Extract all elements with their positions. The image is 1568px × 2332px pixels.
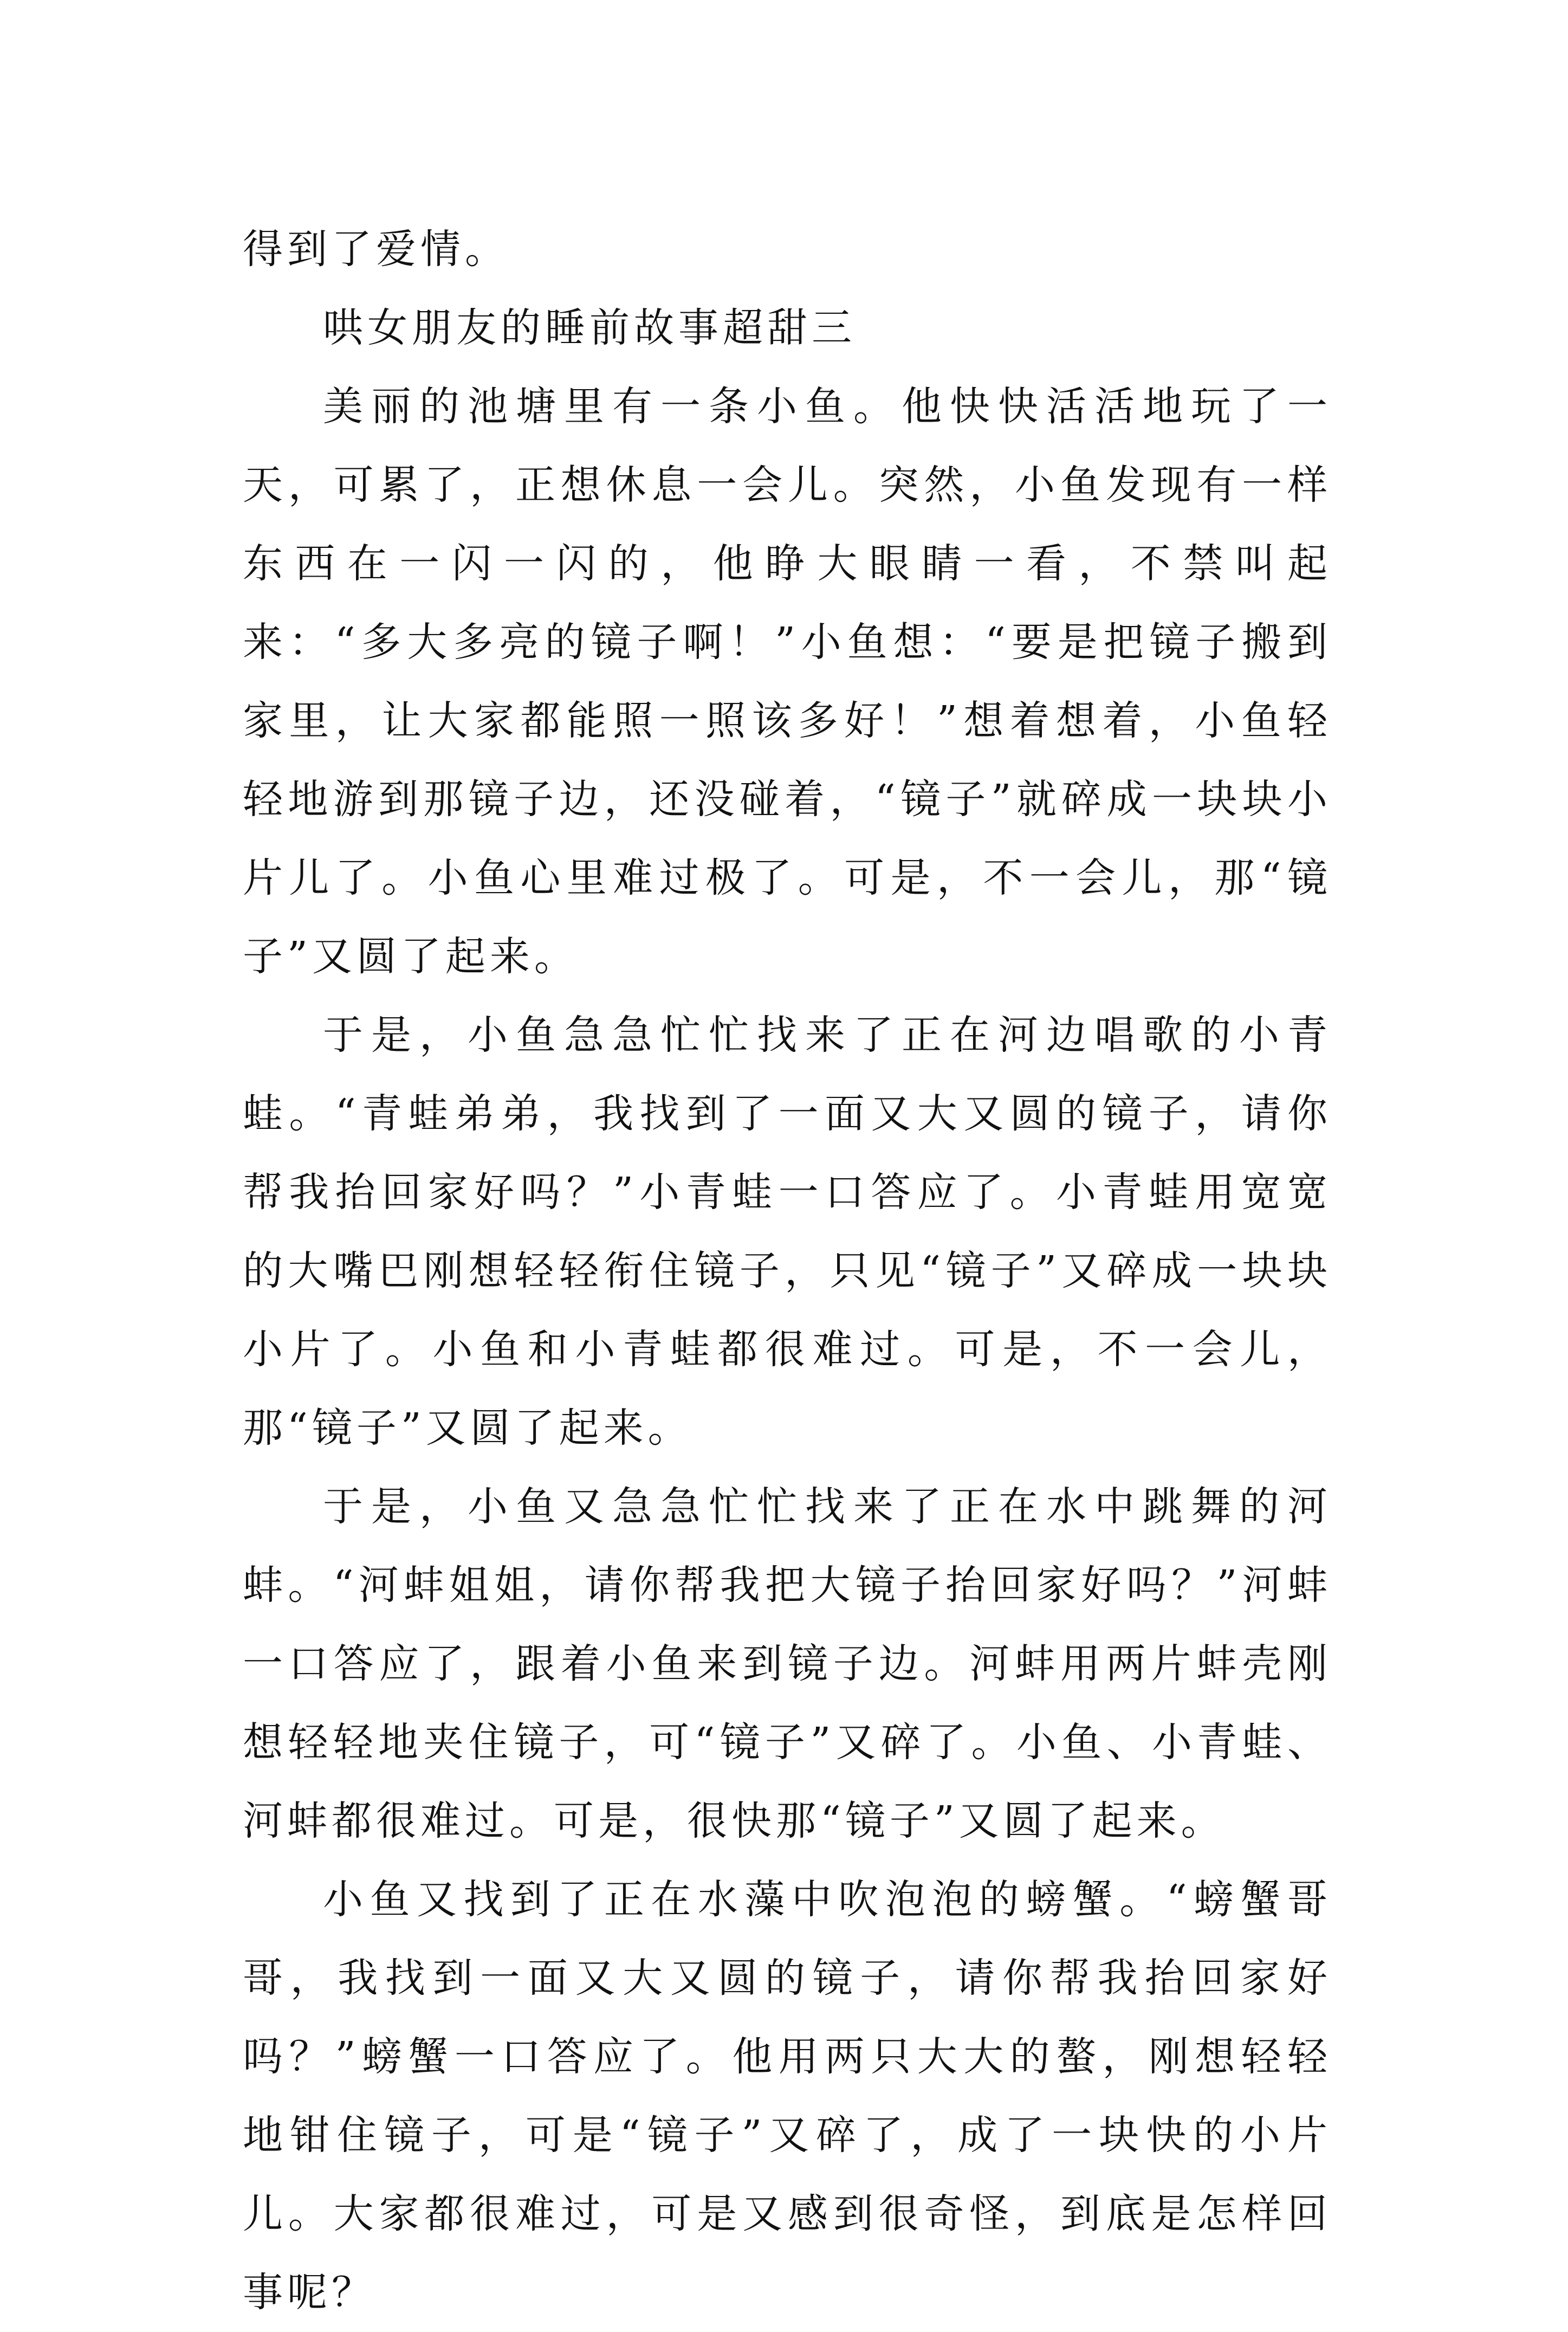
paragraph: 于是，小鱼又急急忙忙找来了正在水中跳舞的河蚌。“河蚌姐姐，请你帮我把大镜子抬回家好吗？”河蚌一口答应了，跟着小鱼来到镜子边。河蚌用两片蚌壳刚想轻轻地夹住镜子，可“镜子”又碎了。小鱼、小青蛙、河蚌都很难过。可是，很快那“镜子”又圆了起来。	[243, 1483, 1332, 1844]
paragraph-continuation: 得到了爱情。	[243, 226, 509, 273]
story-heading: 哄女朋友的睡前故事超甜三	[323, 305, 856, 351]
paragraph: 于是，小鱼急急忙忙找来了正在河边唱歌的小青蛙。“青蛙弟弟，我找到了一面又大又圆的镜子，请你帮我抬回家好吗？”小青蛙一口答应了。小青蛙用宽宽的大嘴巴刚想轻轻衔住镜子，只见“镜子”又碎成一块块小片了。小鱼和小青蛙都很难过。可是，不一会儿，那“镜子”又圆了起来。	[243, 1012, 1332, 1451]
document-body	[243, 210, 1332, 2332]
paragraph: 美丽的池塘里有一条小鱼。他快快活活地玩了一天，可累了，正想休息一会儿。突然，小鱼发现有一样东西在一闪一闪的，他睁大眼睛一看，不禁叫起来：“多大多亮的镜子啊！”小鱼想：“要是把镜子搬到家里，让大家都能照一照该多好！”想着想着，小鱼轻轻地游到那镜子边，还没碰着，“镜子”就碎成一块块小片儿了。小鱼心里难过极了。可是，不一会儿，那“镜子”又圆了起来。	[243, 383, 1332, 980]
paragraph: 小鱼又找到了正在水藻中吹泡泡的螃蟹。“螃蟹哥哥，我找到一面又大又圆的镜子，请你帮我抬回家好吗？”螃蟹一口答应了。他用两只大大的螯，刚想轻轻地钳住镜子，可是“镜子”又碎了，成了一块快的小片儿。大家都很难过，可是又感到很奇怪，到底是怎样回事呢？	[243, 1876, 1332, 2316]
